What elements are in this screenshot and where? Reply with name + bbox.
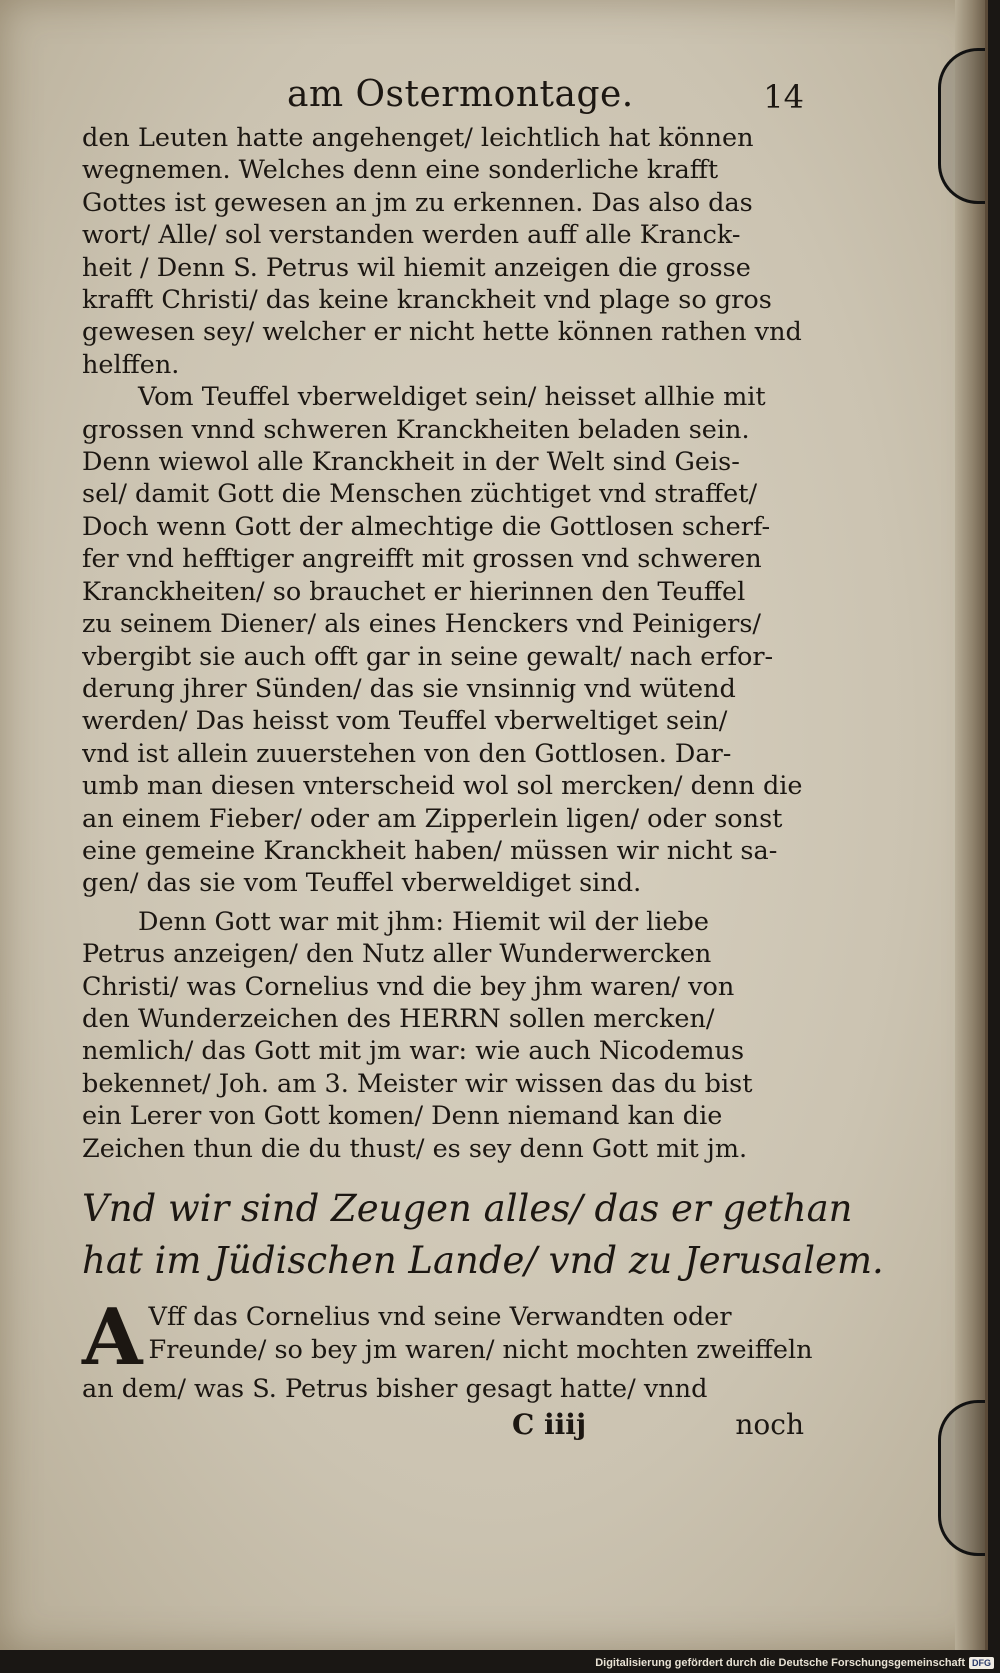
text-line: Zeichen thun die du thust/ es sey denn Gott mit jm. [82, 1133, 748, 1164]
binding-clip-top [938, 48, 985, 204]
text-line: wegnemen. Welches denn eine sonderliche krafft [82, 155, 719, 186]
text-line: Doch wenn Gott der almechtige die Gottlosen scherf- [82, 511, 771, 542]
text-line: gen/ das sie vom Teuffel vberweldiget sind. [82, 868, 642, 899]
text-line: den Wunderzeichen des HERRN sollen mercken/ [82, 1003, 715, 1034]
running-head: am Ostermontage. [287, 74, 634, 115]
drop-initial: A [82, 1292, 143, 1383]
text-line: bekennet/ Joh. am 3. Meister wir wissen das du bist [82, 1068, 753, 1099]
text-line: gewesen sey/ welcher er nicht hette können rathen vnd [82, 317, 802, 348]
text-line: Denn Gott war mit jhm: Hiemit wil der liebe [138, 906, 709, 937]
text-line: eine gemeine Kranckheit haben/ müssen wir nicht sa- [82, 835, 778, 866]
text-block [82, 60, 884, 1448]
scripture-heading [82, 1183, 884, 1287]
text-line: Gottes ist gewesen an jm zu erkennen. Das also das [82, 187, 753, 218]
text-line: heit / Denn S. Petrus wil hiemit anzeigen die grosse [82, 252, 751, 283]
signature-mark: C iiij [512, 1408, 587, 1441]
text-line: Freunde/ so bey jm waren/ nicht mochten zweiffeln [148, 1335, 813, 1365]
text-line: Vff das Cornelius vnd seine Verwandten oder [148, 1302, 732, 1332]
text-line: zu seinem Diener/ als eines Henckers vnd Peinigers/ [82, 609, 762, 640]
text-line: vnd ist allein zuuerstehen von den Gottlosen. Dar- [82, 738, 732, 769]
dfg-logo-icon: DFG [969, 1657, 994, 1669]
page-header [82, 60, 804, 122]
text-line: an einem Fieber/ oder am Zipperlein ligen/ oder sonst [82, 803, 783, 834]
text-line: Christi/ was Cornelius vnd die bey jhm waren/ von [82, 971, 735, 1002]
text-line: fer vnd hefftiger angreifft mit grossen vnd schweren [82, 544, 762, 575]
text-line: derung jhrer Sünden/ das sie vnsinnig vnd wütend [82, 673, 736, 704]
text-line: nemlich/ das Gott mit jm war: wie auch Nicodemus [82, 1036, 745, 1067]
digitization-credit [595, 1657, 994, 1669]
body-text [82, 122, 804, 1165]
text-line: sel/ damit Gott die Menschen züchtiget vnd straffet/ [82, 479, 758, 510]
text-line: vbergibt sie auch offt gar in seine gewalt/ nach erfor- [82, 641, 774, 672]
text-line: ein Lerer von Gott komen/ Denn niemand kan die [82, 1101, 723, 1132]
heading-line: hat im Jüdischen Lande/ vnd zu Jerusalem. [82, 1239, 884, 1282]
text-line: grossen vnnd schweren Kranckheiten beladen sein. [82, 414, 750, 445]
text-line: helffen. [82, 349, 180, 380]
final-paragraph [82, 1292, 813, 1406]
text-line: Petrus anzeigen/ den Nutz aller Wunderwercken [82, 939, 712, 970]
text-line: krafft Christi/ das keine kranckheit vnd plage so gros [82, 285, 772, 316]
paragraph-3 [82, 906, 804, 1165]
credit-text: Digitalisierung gefördert durch die Deutsche Forschungsgemeinschaft [595, 1657, 965, 1669]
text-line: werden/ Das heisst vom Teuffel vberweltiget sein/ [82, 706, 728, 737]
text-line: an dem/ was S. Petrus bisher gesagt hatte/ vnnd [82, 1374, 708, 1404]
text-line: umb man diesen vnterscheid wol sol mercken/ denn die [82, 771, 803, 802]
binding-clip-bottom [938, 1400, 985, 1556]
text-line: den Leuten hatte angehenget/ leichtlich hat können [82, 123, 754, 153]
text-line: wort/ Alle/ sol verstanden werden auff alle Kranck- [82, 220, 741, 251]
text-line: Vom Teuffel vberweldiget sein/ heisset allhie mit [138, 382, 766, 413]
page-number: 14 [763, 78, 804, 116]
paragraph-2 [82, 381, 804, 900]
paragraph-1 [82, 122, 804, 381]
page-footer [82, 1408, 804, 1448]
text-line: Denn wiewol alle Kranckheit in der Welt sind Geis- [82, 447, 740, 478]
heading-line: Vnd wir sind Zeugen alles/ das er gethan [82, 1187, 853, 1230]
catchword: noch [735, 1408, 804, 1441]
text-line: Kranckheiten/ so brauchet er hierinnen den Teuffel [82, 576, 746, 607]
